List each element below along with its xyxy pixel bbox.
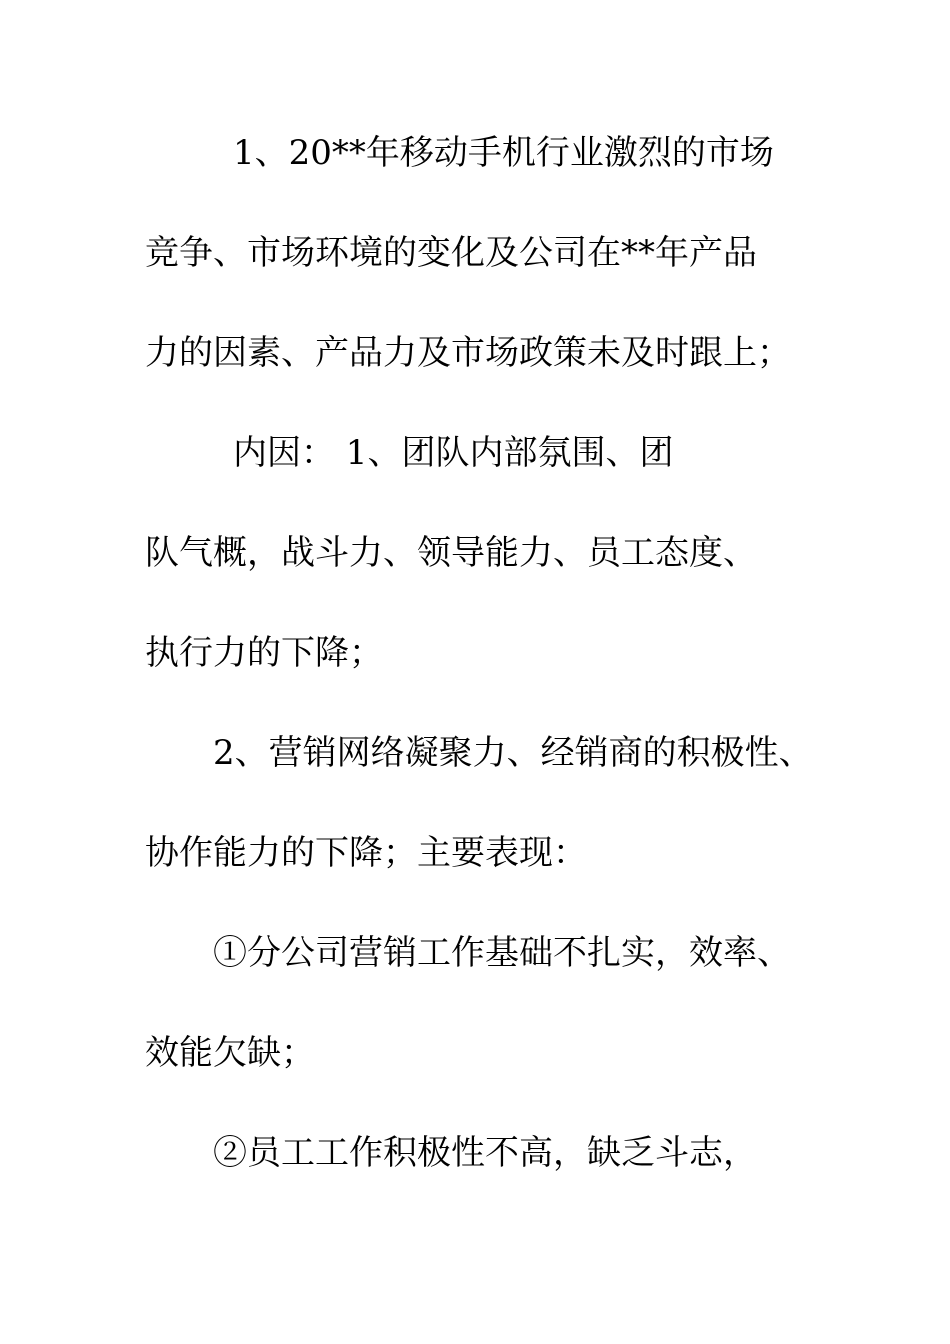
text-line-6: 执行力的下降；: [145, 633, 383, 673]
text-line-10: 效能欠缺；: [145, 1033, 315, 1073]
text-line-5: 队气概，战斗力、领导能力、员工态度、: [145, 533, 757, 573]
text-line-9: ①分公司营销工作基础不扎实，效率、: [213, 933, 791, 973]
text-line-1: 1、20**年移动手机行业激烈的市场: [233, 133, 774, 173]
text-line-11: ②员工工作积极性不高，缺乏斗志，: [213, 1133, 757, 1173]
text-line-2: 竞争、市场环境的变化及公司在**年产品: [145, 233, 757, 273]
text-line-4: 内因： 1、团队内部氛围、团: [233, 433, 674, 473]
text-line-8: 协作能力的下降；主要表现：: [145, 833, 587, 873]
text-line-3: 力的因素、产品力及市场政策未及时跟上；: [145, 333, 791, 373]
text-line-7: 2、营销网络凝聚力、经销商的积极性、: [213, 733, 813, 773]
